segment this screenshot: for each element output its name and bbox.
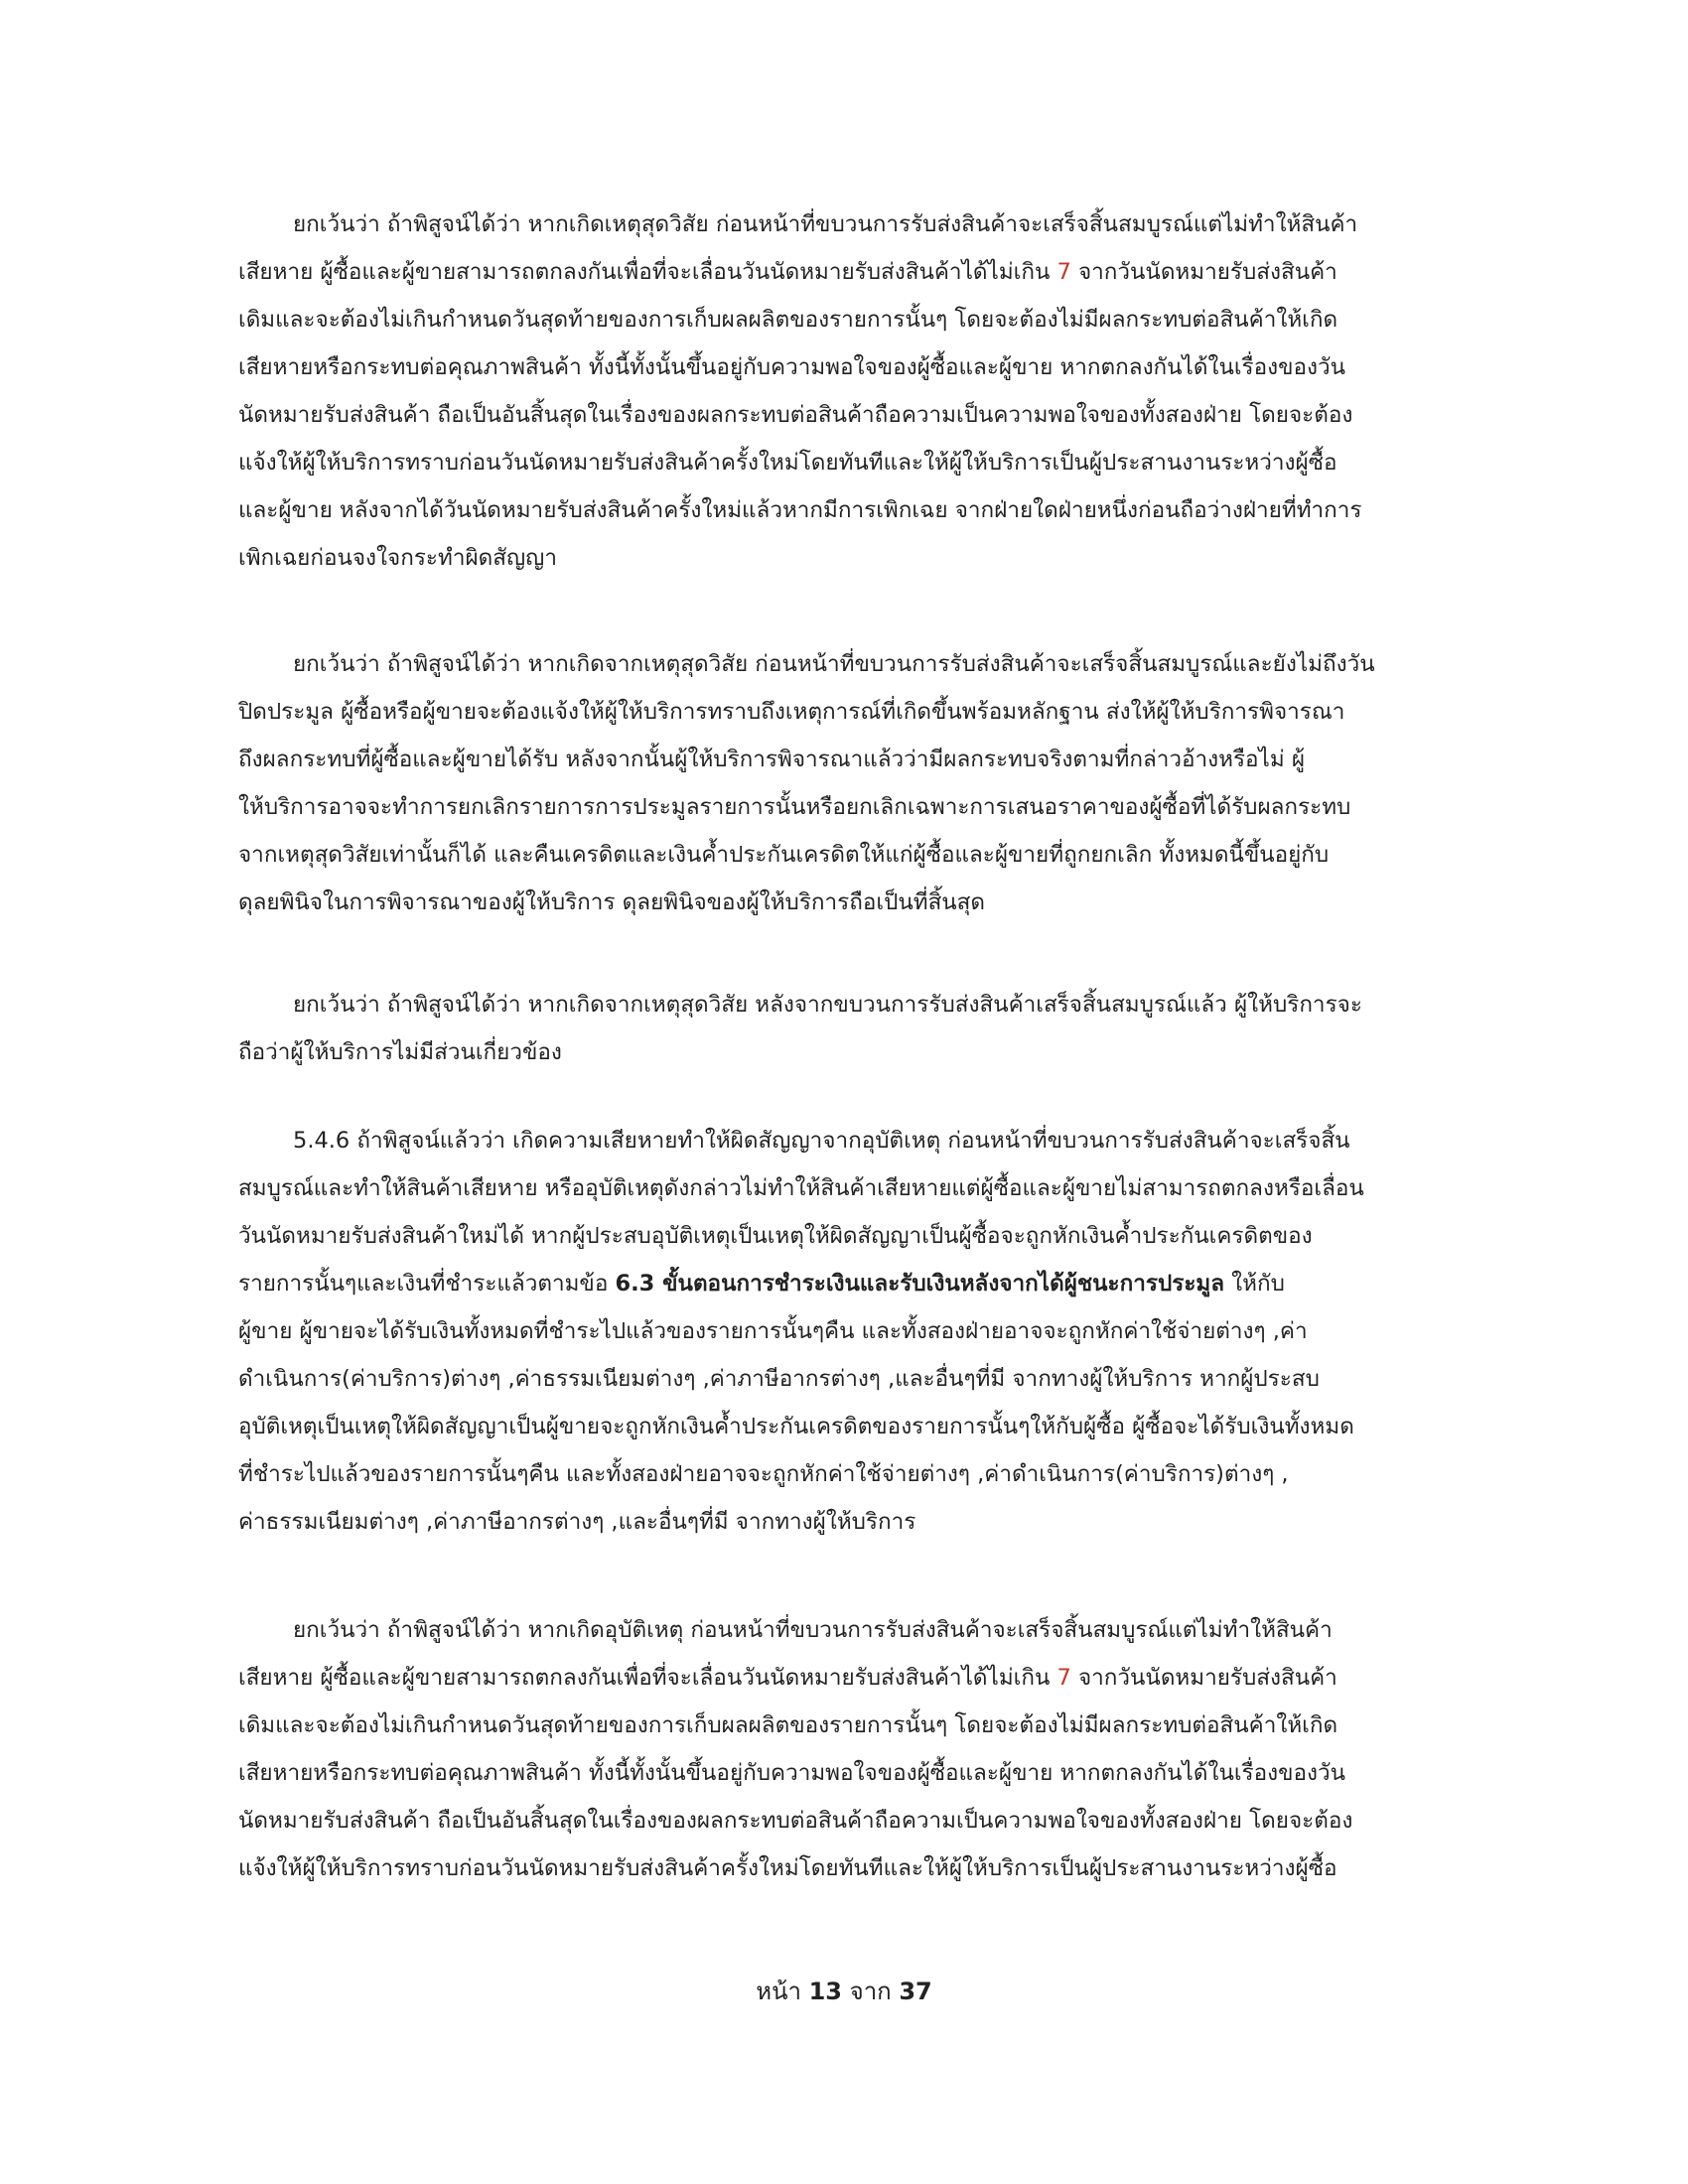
page-number: 13 (808, 1978, 842, 2005)
paragraph-line: แจ้งให้ผู้ให้บริการทราบก่อนวันนัดหมายรับส่งสินค้าครั้งใหม่โดยทันทีและให้ผู้ให้บริการเป็นผู้ประสานงานระหว่างผู้ซื้อ (238, 450, 1337, 476)
paragraph-line: ยกเว้นว่า ถ้าพิสูจน์ได้ว่า หากเกิดจากเหตุสุดวิสัย ก่อนหน้าที่ขบวนการรับส่งสินค้าจะเสร็จสิ้นสมบูรณ์และยังไม่ถึงวัน (293, 651, 1375, 677)
paragraph-line: นัดหมายรับส่งสินค้า ถือเป็นอันสิ้นสุดในเรื่องของผลกระทบต่อสินค้าถือความเป็นความพอใจของทั้งสองฝ่าย โดยจะต้อง (238, 1808, 1353, 1834)
paragraph-line: ดำเนินการ(ค่าบริการ)ต่างๆ ,ค่าธรรมเนียมต่างๆ ,ค่าภาษีอากรต่างๆ ,และอื่นๆที่มี จากทางผู้ให้บริการ หากผู้ประสบ (238, 1366, 1320, 1392)
highlighted-number: 7 (1056, 259, 1071, 285)
paragraph-line: ให้บริการอาจจะทำการยกเลิกรายการการประมูลรายการนั้นหรือยกเลิกเฉพาะการเสนอราคาของผู้ซื้อที่ได้รับผลกระทบ (238, 794, 1351, 820)
total-pages: 37 (899, 1978, 932, 2005)
footer-prefix: หน้า (756, 1978, 809, 2005)
paragraph-line (238, 1260, 1470, 1307)
paragraph-force-majeure-after-complete (238, 981, 1470, 1076)
paragraph-line: ถึงผลกระทบที่ผู้ซื้อและผู้ขายได้รับ หลังจากนั้นผู้ให้บริการพิจารณาแล้วว่ามีผลกระทบจริงตามที่กล่าวอ้างหรือไม่ ผู้ (238, 747, 1306, 772)
paragraph-line: เดิมและจะต้องไม่เกินกำหนดวันสุดท้ายของการเก็บผลผลิตของรายการนั้นๆ โดยจะต้องไม่มีผลกระทบต่อสินค้าให้เกิด (238, 1712, 1338, 1738)
paragraph-line: อุบัติเหตุเป็นเหตุให้ผิดสัญญาเป็นผู้ขายจะถูกหักเงินค้ำประกันเครดิตของรายการนั้นๆให้กับผู้ซื้อ ผู้ซื้อจะได้รับเงินทั้งหมด (238, 1414, 1354, 1439)
section-5-4-6 (238, 1117, 1470, 1546)
paragraph-line: ปิดประมูล ผู้ซื้อหรือผู้ขายจะต้องแจ้งให้ผู้ให้บริการทราบถึงเหตุการณ์ที่เกิดขึ้นพร้อมหลักฐาน ส่งให้ผู้ให้บริการพิจารณา (238, 699, 1345, 725)
footer-middle: จาก (842, 1978, 900, 2005)
paragraph-line (238, 248, 1470, 296)
paragraph-line: 5.4.6 ถ้าพิสูจน์แล้วว่า เกิดความเสียหายทำให้ผิดสัญญาจากอุบัติเหตุ ก่อนหน้าที่ขบวนการรับส่งสินค้าจะเสร็จสิ้น (293, 1128, 1350, 1154)
paragraph-line: ยกเว้นว่า ถ้าพิสูจน์ได้ว่า หากเกิดเหตุสุดวิสัย ก่อนหน้าที่ขบวนการรับส่งสินค้าจะเสร็จสิ้นสมบูรณ์แต่ไม่ทำให้สินค้า (293, 211, 1358, 237)
paragraph-line: นัดหมายรับส่งสินค้า ถือเป็นอันสิ้นสุดในเรื่องของผลกระทบต่อสินค้าถือความเป็นความพอใจของทั้งสองฝ่าย โดยจะต้อง (238, 402, 1353, 428)
paragraph-line: เสียหายหรือกระทบต่อคุณภาพสินค้า ทั้งนี้ทั้งนั้นขึ้นอยู่กับความพอใจของผู้ซื้อและผู้ขาย หากตกลงกันได้ในเรื่องของวัน (238, 354, 1346, 380)
paragraph-line: ดุลยพินิจในการพิจารณาของผู้ให้บริการ ดุลยพินิจของผู้ให้บริการถือเป็นที่สิ้นสุด (238, 889, 986, 915)
paragraph-line: ยกเว้นว่า ถ้าพิสูจน์ได้ว่า หากเกิดจากเหตุสุดวิสัย หลังจากขบวนการรับส่งสินค้าเสร็จสิ้นสมบูรณ์แล้ว ผู้ให้บริการจะ (293, 992, 1362, 1018)
paragraph-accident-postpone (238, 1606, 1470, 1892)
paragraph-line: ค่าธรรมเนียมต่างๆ ,ค่าภาษีอากรต่างๆ ,และอื่นๆที่มี จากทางผู้ให้บริการ (238, 1509, 916, 1535)
paragraph-line: เดิมและจะต้องไม่เกินกำหนดวันสุดท้ายของการเก็บผลผลิตของรายการนั้นๆ โดยจะต้องไม่มีผลกระทบต่อสินค้าให้เกิด (238, 307, 1338, 333)
paragraph-line: วันนัดหมายรับส่งสินค้าใหม่ได้ หากผู้ประสบอุบัติเหตุเป็นเหตุให้ผิดสัญญาเป็นผู้ซื้อจะถูกหักเงินค้ำประกันเครดิตของ (238, 1223, 1313, 1249)
paragraph-line: ที่ชำระไปแล้วของรายการนั้นๆคืน และทั้งสองฝ่ายอาจจะถูกหักค่าใช้จ่ายต่างๆ ,ค่าดำเนินการ(ค่าบริการ)ต่างๆ , (238, 1461, 1289, 1487)
paragraph-line: และผู้ขาย หลังจากได้วันนัดหมายรับส่งสินค้าครั้งใหม่แล้วหากมีการเพิกเฉย จากฝ่ายใดฝ่ายหนึ่งก่อนถือว่างฝ่ายที่ทำการ (238, 497, 1362, 523)
paragraph-line: จากเหตุสุดวิสัยเท่านั้นก็ได้ และคืนเครดิตและเงินค้ำประกันเครดิตให้แก่ผู้ซื้อและผู้ขายที่ถูกยกเลิก ทั้งหมดนี้ขึ้นอยู่กับ (238, 842, 1330, 868)
paragraph-line: เพิกเฉยก่อนจงใจกระทำผิดสัญญา (238, 545, 557, 571)
paragraph-force-majeure-before-close (238, 640, 1470, 926)
page-footer (0, 1972, 1688, 2011)
text-segment: ให้กับ (1224, 1271, 1285, 1297)
section-reference: 6.3 ขั้นตอนการชำระเงินและรับเงินหลังจากได้ผู้ชนะการประมูล (615, 1271, 1225, 1297)
paragraph-line: ถือว่าผู้ให้บริการไม่มีส่วนเกี่ยวข้อง (238, 1039, 562, 1065)
text-segment: เสียหาย ผู้ซื้อและผู้ขายสามารถตกลงกันเพื่อที่จะเลื่อนวันนัดหมายรับส่งสินค้าได้ไม่เกิน (238, 1665, 1057, 1691)
text-segment: จากวันนัดหมายรับส่งสินค้า (1070, 1665, 1337, 1691)
paragraph-line: สมบูรณ์และทำให้สินค้าเสียหาย หรืออุบัติเหตุดังกล่าวไม่ทำให้สินค้าเสียหายแต่ผู้ซื้อและผู้ขายไม่สามารถตกลงหรือเลื่อน (238, 1175, 1364, 1201)
paragraph-line: เสียหายหรือกระทบต่อคุณภาพสินค้า ทั้งนี้ทั้งนั้นขึ้นอยู่กับความพอใจของผู้ซื้อและผู้ขาย หากตกลงกันได้ในเรื่องของวัน (238, 1760, 1346, 1786)
paragraph-line (238, 1654, 1470, 1702)
text-segment: จากวันนัดหมายรับส่งสินค้า (1070, 259, 1337, 285)
text-segment: รายการนั้นๆและเงินที่ชำระแล้วตามข้อ (238, 1271, 616, 1297)
paragraph-force-majeure-postpone (238, 201, 1470, 582)
text-segment: เสียหาย ผู้ซื้อและผู้ขายสามารถตกลงกันเพื่อที่จะเลื่อนวันนัดหมายรับส่งสินค้าได้ไม่เกิน (238, 259, 1057, 285)
paragraph-line: ยกเว้นว่า ถ้าพิสูจน์ได้ว่า หากเกิดอุบัติเหตุ ก่อนหน้าที่ขบวนการรับส่งสินค้าจะเสร็จสิ้นสมบูรณ์แต่ไม่ทำให้สินค้า (293, 1617, 1333, 1643)
paragraph-line: แจ้งให้ผู้ให้บริการทราบก่อนวันนัดหมายรับส่งสินค้าครั้งใหม่โดยทันทีและให้ผู้ให้บริการเป็นผู้ประสานงานระหว่างผู้ซื้อ (238, 1855, 1337, 1881)
highlighted-number: 7 (1056, 1665, 1071, 1691)
paragraph-line: ผู้ขาย ผู้ขายจะได้รับเงินทั้งหมดที่ชำระไปแล้วของรายการนั้นๆคืน และทั้งสองฝ่ายอาจจะถูกหักค่าใช้จ่ายต่างๆ ,ค่า (238, 1318, 1308, 1344)
